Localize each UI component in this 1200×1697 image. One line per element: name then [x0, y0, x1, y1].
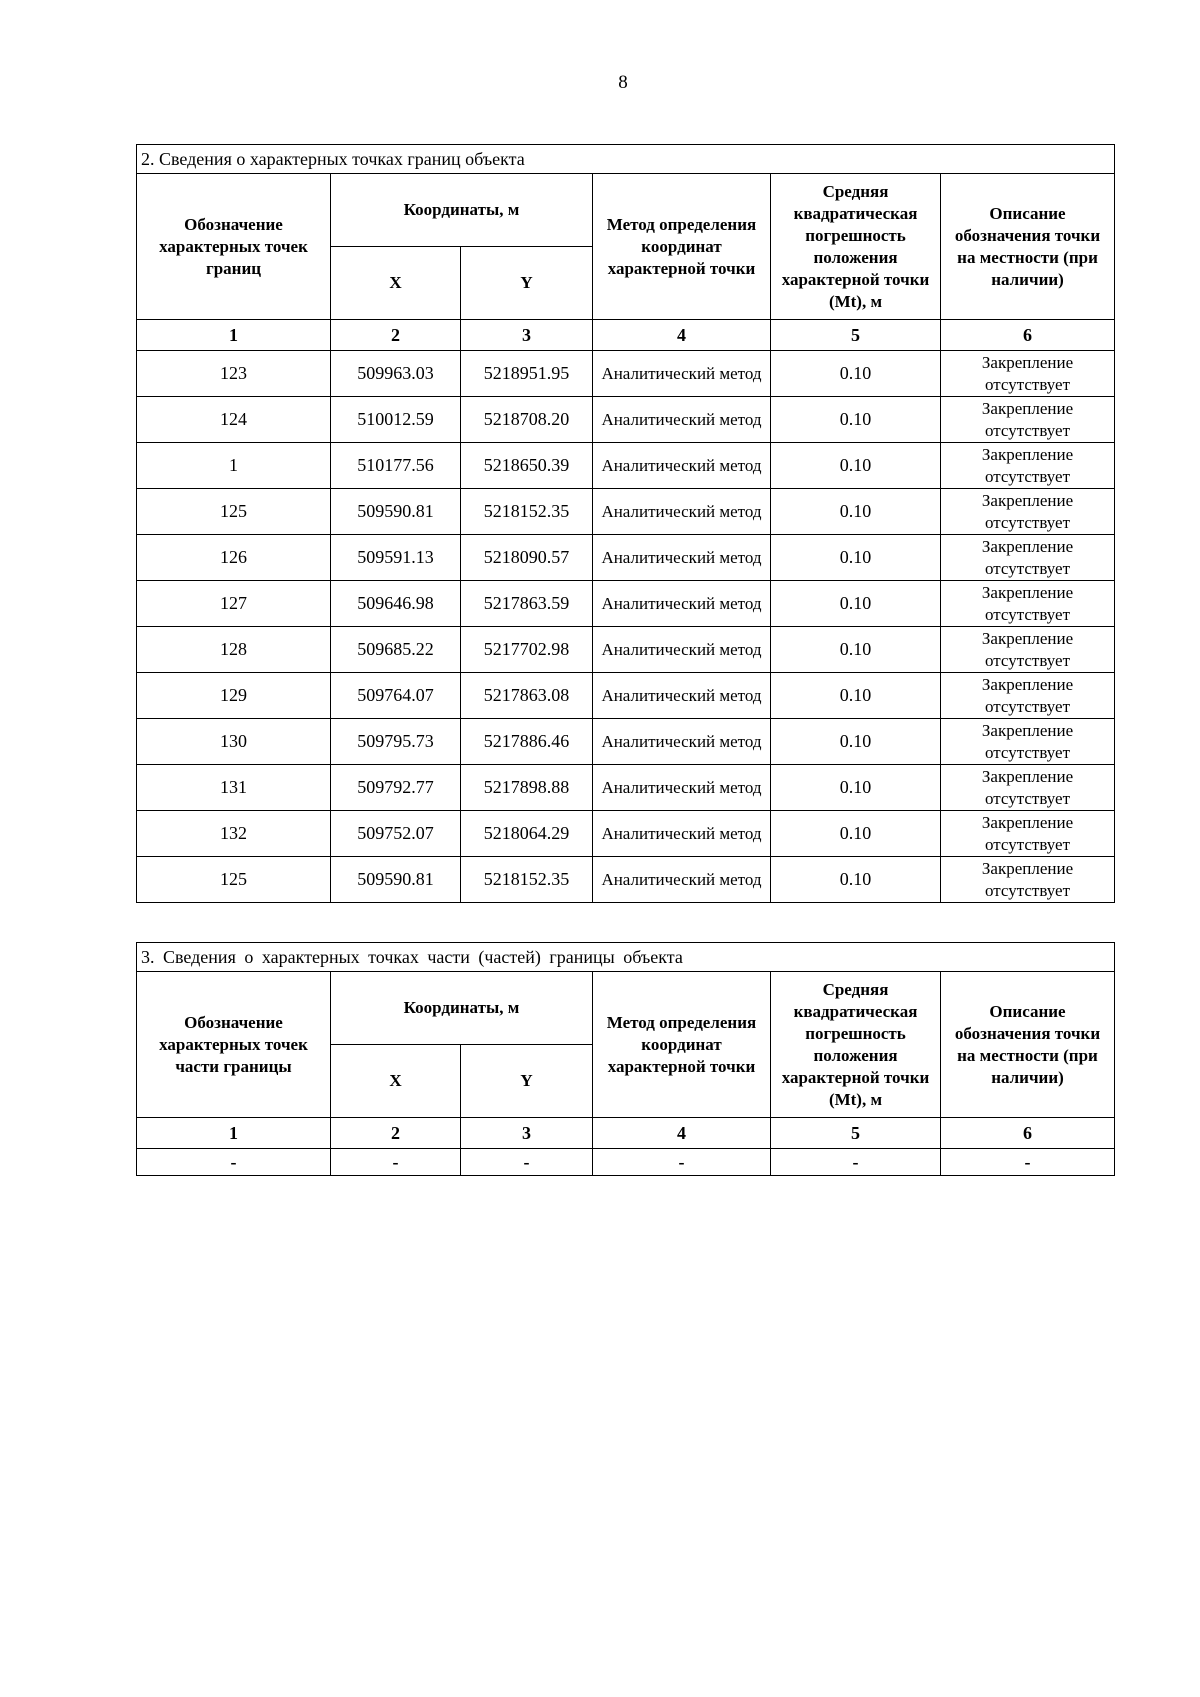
- section-title: 2. Сведения о характерных точках границ объекта: [137, 145, 1115, 174]
- cell-y: 5217863.59: [461, 581, 593, 627]
- column-numbers-row: [137, 1118, 1115, 1149]
- cell-mt: 0.10: [771, 765, 941, 811]
- header-description: Описание обозначения точки на местности (при наличии): [941, 174, 1115, 320]
- header-y: Y: [461, 1045, 593, 1118]
- cell-x: 509792.77: [331, 765, 461, 811]
- table-row: [137, 351, 1115, 397]
- cell-description: Закрепление отсутствует: [941, 489, 1115, 535]
- cell-mt: 0.10: [771, 811, 941, 857]
- cell-mt: 0.10: [771, 489, 941, 535]
- table-row: [137, 397, 1115, 443]
- cell-point: 125: [137, 489, 331, 535]
- table-row: [137, 765, 1115, 811]
- header-accuracy: Средняя квадратическая погрешность положения характерной точки (Mt), м: [771, 174, 941, 320]
- cell-x: 509591.13: [331, 535, 461, 581]
- header-x: X: [331, 1045, 461, 1118]
- cell-description: Закрепление отсутствует: [941, 351, 1115, 397]
- cell-x: 509795.73: [331, 719, 461, 765]
- table-row: [137, 719, 1115, 765]
- cell-description: Закрепление отсутствует: [941, 443, 1115, 489]
- cell-mt: 0.10: [771, 627, 941, 673]
- cell-point: 132: [137, 811, 331, 857]
- header-description: Описание обозначения точки на местности (при наличии): [941, 972, 1115, 1118]
- cell-mt: -: [771, 1149, 941, 1176]
- cell-y: 5217702.98: [461, 627, 593, 673]
- cell-y: 5218152.35: [461, 857, 593, 903]
- section-title: 3. Сведения о характерных точках части (частей) границы объекта: [137, 943, 1115, 972]
- cell-method: Аналитический метод: [593, 443, 771, 489]
- cell-x: -: [331, 1149, 461, 1176]
- cell-x: 510012.59: [331, 397, 461, 443]
- cell-mt: 0.10: [771, 857, 941, 903]
- cell-description: Закрепление отсутствует: [941, 627, 1115, 673]
- cell-description: Закрепление отсутствует: [941, 581, 1115, 627]
- cell-point: -: [137, 1149, 331, 1176]
- cell-description: -: [941, 1149, 1115, 1176]
- page-number: 8: [618, 72, 628, 93]
- header-method: Метод определения координат характерной точки: [593, 174, 771, 320]
- cell-description: Закрепление отсутствует: [941, 765, 1115, 811]
- column-number: 6: [941, 1118, 1115, 1149]
- header-x: X: [331, 247, 461, 320]
- cell-y: 5217863.08: [461, 673, 593, 719]
- cell-point: 128: [137, 627, 331, 673]
- cell-method: -: [593, 1149, 771, 1176]
- cell-description: Закрепление отсутствует: [941, 719, 1115, 765]
- cell-method: Аналитический метод: [593, 397, 771, 443]
- cell-description: Закрепление отсутствует: [941, 811, 1115, 857]
- cell-mt: 0.10: [771, 535, 941, 581]
- cell-point: 123: [137, 351, 331, 397]
- cell-method: Аналитический метод: [593, 351, 771, 397]
- cell-x: 509590.81: [331, 489, 461, 535]
- table-row: [137, 673, 1115, 719]
- cell-method: Аналитический метод: [593, 535, 771, 581]
- cell-x: 509963.03: [331, 351, 461, 397]
- column-number: 4: [593, 1118, 771, 1149]
- column-number: 2: [331, 320, 461, 351]
- cell-method: Аналитический метод: [593, 857, 771, 903]
- cell-x: 509646.98: [331, 581, 461, 627]
- cell-point: 127: [137, 581, 331, 627]
- cell-point: 126: [137, 535, 331, 581]
- cell-y: 5218951.95: [461, 351, 593, 397]
- table-row: [137, 535, 1115, 581]
- column-number: 5: [771, 320, 941, 351]
- column-number: 5: [771, 1118, 941, 1149]
- cell-method: Аналитический метод: [593, 489, 771, 535]
- cell-method: Аналитический метод: [593, 627, 771, 673]
- cell-x: 509764.07: [331, 673, 461, 719]
- column-numbers-row: [137, 320, 1115, 351]
- cell-description: Закрепление отсутствует: [941, 397, 1115, 443]
- column-number: 6: [941, 320, 1115, 351]
- table-row: [137, 489, 1115, 535]
- cell-x: 510177.56: [331, 443, 461, 489]
- cell-y: -: [461, 1149, 593, 1176]
- cell-x: 509752.07: [331, 811, 461, 857]
- header-method: Метод определения координат характерной точки: [593, 972, 771, 1118]
- header-y: Y: [461, 247, 593, 320]
- boundary-points-table: [136, 144, 1115, 903]
- cell-mt: 0.10: [771, 581, 941, 627]
- cell-y: 5217898.88: [461, 765, 593, 811]
- cell-mt: 0.10: [771, 719, 941, 765]
- cell-point: 124: [137, 397, 331, 443]
- cell-method: Аналитический метод: [593, 719, 771, 765]
- cell-method: Аналитический метод: [593, 673, 771, 719]
- cell-mt: 0.10: [771, 397, 941, 443]
- header-coordinates: Координаты, м: [331, 174, 593, 247]
- cell-y: 5218650.39: [461, 443, 593, 489]
- cell-mt: 0.10: [771, 673, 941, 719]
- header-coordinates: Координаты, м: [331, 972, 593, 1045]
- cell-mt: 0.10: [771, 443, 941, 489]
- cell-y: 5218090.57: [461, 535, 593, 581]
- cell-y: 5218708.20: [461, 397, 593, 443]
- table-row: [137, 811, 1115, 857]
- cell-y: 5218064.29: [461, 811, 593, 857]
- cell-x: 509590.81: [331, 857, 461, 903]
- table-row: [137, 1149, 1115, 1176]
- cell-y: 5218152.35: [461, 489, 593, 535]
- column-number: 3: [461, 320, 593, 351]
- cell-method: Аналитический метод: [593, 765, 771, 811]
- table-row: [137, 627, 1115, 673]
- cell-description: Закрепление отсутствует: [941, 857, 1115, 903]
- header-point: Обозначение характерных точек части границы: [137, 972, 331, 1118]
- header-point: Обозначение характерных точек границ: [137, 174, 331, 320]
- cell-point: 125: [137, 857, 331, 903]
- cell-point: 129: [137, 673, 331, 719]
- column-number: 3: [461, 1118, 593, 1149]
- column-number: 4: [593, 320, 771, 351]
- column-number: 2: [331, 1118, 461, 1149]
- header-accuracy: Средняя квадратическая погрешность положения характерной точки (Mt), м: [771, 972, 941, 1118]
- table-row: [137, 443, 1115, 489]
- cell-point: 1: [137, 443, 331, 489]
- cell-method: Аналитический метод: [593, 581, 771, 627]
- column-number: 1: [137, 1118, 331, 1149]
- cell-mt: 0.10: [771, 351, 941, 397]
- cell-point: 131: [137, 765, 331, 811]
- cell-x: 509685.22: [331, 627, 461, 673]
- cell-description: Закрепление отсутствует: [941, 673, 1115, 719]
- cell-method: Аналитический метод: [593, 811, 771, 857]
- table-row: [137, 857, 1115, 903]
- column-number: 1: [137, 320, 331, 351]
- part-boundary-points-table: [136, 942, 1115, 1176]
- cell-description: Закрепление отсутствует: [941, 535, 1115, 581]
- cell-y: 5217886.46: [461, 719, 593, 765]
- cell-point: 130: [137, 719, 331, 765]
- table-row: [137, 581, 1115, 627]
